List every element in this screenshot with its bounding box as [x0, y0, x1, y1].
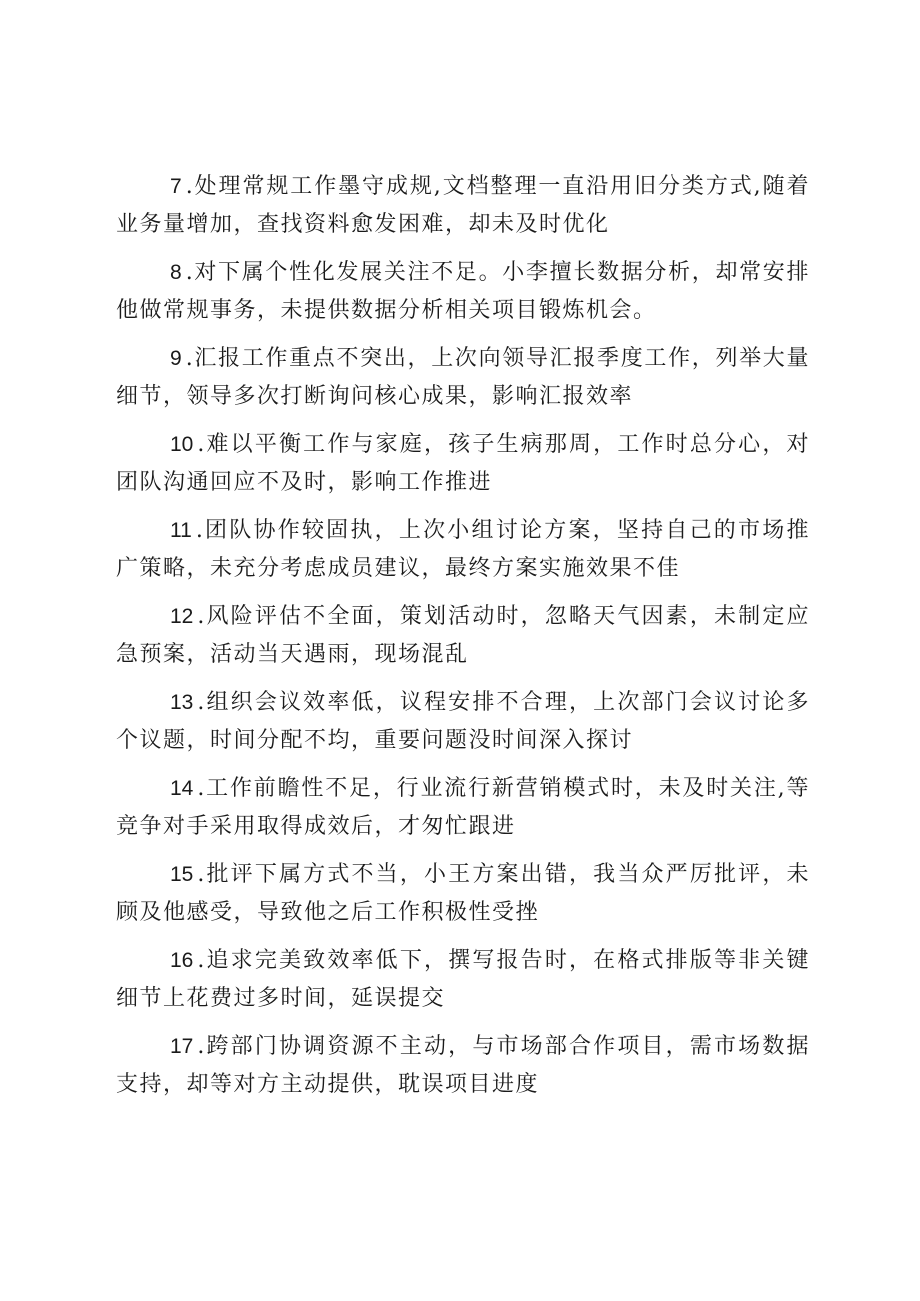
item-number: 10 [170, 433, 194, 456]
item-number: 16 [170, 949, 194, 972]
item-text: .组织会议效率低，议程安排不合理，上次部门会议讨论多个议题，时间分配不均，重要问题没时间深入探讨 [116, 690, 810, 753]
list-item [116, 598, 810, 674]
item-text: .难以平衡工作与家庭，孩子生病那周，工作时总分心，对团队沟通回应不及时，影响工作推进 [116, 432, 810, 495]
list-item [116, 856, 810, 932]
item-text: .处理常规工作墨守成规,文档整理一直沿用旧分类方式,随着业务量增加，查找资料愈发困难，却未及时优化 [116, 174, 810, 237]
item-text: .跨部门协调资源不主动，与市场部合作项目，需市场数据支持，却等对方主动提供，耽误项目进度 [116, 1034, 810, 1097]
list-item [116, 340, 810, 416]
item-text: .追求完美致效率低下，撰写报告时，在格式排版等非关键细节上花费过多时间，延误提交 [116, 948, 810, 1011]
item-number: 8 [170, 261, 182, 284]
item-number: 13 [170, 691, 194, 714]
list-item [116, 1028, 810, 1104]
item-text: .对下属个性化发展关注不足。小李擅长数据分析，却常安排他做常规事务，未提供数据分析相关项目锻炼机会。 [116, 260, 810, 323]
item-text: .批评下属方式不当，小王方案出错，我当众严厉批评，未顾及他感受，导致他之后工作积极性受挫 [116, 862, 810, 925]
item-number: 17 [170, 1035, 194, 1058]
list-item [116, 512, 810, 588]
item-text: .工作前瞻性不足，行业流行新营销模式时，未及时关注,等竞争对手采用取得成效后，才匆忙跟进 [116, 776, 810, 839]
item-number: 15 [170, 863, 194, 886]
numbered-list [116, 168, 810, 1114]
item-number: 11 [170, 519, 192, 542]
item-text: .团队协作较固执，上次小组讨论方案，坚持自己的市场推广策略，未充分考虑成员建议，最终方案实施效果不佳 [116, 518, 810, 581]
list-item [116, 168, 810, 244]
item-number: 14 [170, 777, 194, 800]
item-text: .汇报工作重点不突出，上次向领导汇报季度工作，列举大量细节，领导多次打断询问核心成果，影响汇报效率 [116, 346, 810, 409]
item-number: 9 [170, 347, 182, 370]
list-item [116, 942, 810, 1018]
item-number: 7 [170, 175, 182, 198]
list-item [116, 426, 810, 502]
item-text: .风险评估不全面，策划活动时，忽略天气因素，未制定应急预案，活动当天遇雨，现场混乱 [116, 604, 810, 667]
list-item [116, 770, 810, 846]
list-item [116, 254, 810, 330]
item-number: 12 [170, 605, 194, 628]
list-item [116, 684, 810, 760]
